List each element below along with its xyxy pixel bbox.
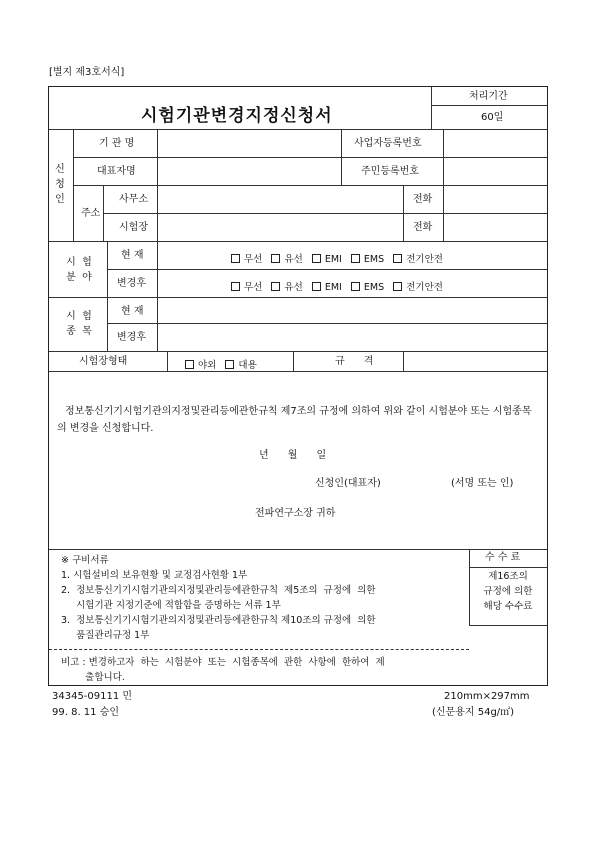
site-outdoor-option[interactable]: 야외 (185, 360, 216, 371)
docs-item: 시험기관 지정기준에 적합함을 증명하는 서류 1부 (61, 600, 281, 611)
org-name-field[interactable] (161, 131, 337, 155)
remark-line-2: 출합니다. (61, 672, 125, 683)
resident-no-label: 주민등록번호 (361, 166, 419, 177)
office-phone-label: 전화 (413, 194, 433, 205)
processing-period-value: 60일 (481, 112, 504, 123)
approval-date: 99. 8. 11 승인 (52, 707, 120, 718)
form-code: 34345-09111 민 (52, 691, 133, 702)
org-name-label: 기 관 명 (99, 138, 135, 149)
field-after-wireless[interactable]: 무선 (231, 282, 262, 293)
office-address-field[interactable] (161, 187, 401, 211)
office-label: 사무소 (119, 194, 148, 205)
fee-description: 제16조의 규정에 의한 해당 수수료 (483, 571, 533, 612)
biz-reg-no-label: 사업자등록번호 (354, 138, 422, 149)
office-phone-field[interactable] (447, 187, 543, 211)
field-current-options (231, 251, 443, 265)
checkbox-icon (351, 282, 360, 291)
form-title: 시험기관변경지정신청서 (141, 106, 333, 126)
docs-heading: ※ 구비서류 (61, 555, 109, 566)
paper-size: 210mm×297mm (444, 691, 530, 702)
field-current-wireless[interactable]: 무선 (231, 254, 262, 265)
checkbox-icon (351, 254, 360, 263)
site-type-options (185, 357, 257, 371)
field-after-wired[interactable]: 유선 (271, 282, 302, 293)
items-after-label: 변경후 (117, 332, 146, 343)
field-after-ems[interactable]: EMS (351, 282, 384, 293)
field-after-label: 변경후 (117, 278, 146, 289)
application-form (48, 86, 548, 686)
processing-period-label: 처리기간 (469, 91, 508, 102)
form-number-label: [별지 제3호서식] (49, 67, 125, 78)
site-rental-option[interactable]: 대용 (225, 360, 256, 371)
biz-reg-no-field[interactable] (447, 131, 543, 155)
docs-item: 3. 정보통신기기시험기관의지정및관리등에관한규칙 제10조의 규정에 의한 (61, 615, 376, 626)
checkbox-icon (312, 254, 321, 263)
representative-label: 대표자명 (97, 166, 136, 177)
required-documents (61, 553, 461, 643)
lab-address-field[interactable] (161, 215, 401, 239)
checkbox-icon (231, 254, 240, 263)
lab-phone-field[interactable] (447, 215, 543, 239)
checkbox-icon (271, 282, 280, 291)
field-current-electrical-safety[interactable]: 전기안전 (393, 254, 443, 265)
checkbox-icon (225, 360, 234, 369)
paper-spec: (신문용지 54g/㎡) (432, 707, 515, 718)
spec-label: 규 격 (335, 356, 374, 367)
spec-field[interactable] (407, 353, 543, 369)
docs-item: 2. 정보통신기기시험기관의지정및관리등에관한규칙 제5조의 규정에 의한 (61, 585, 376, 596)
field-after-emi[interactable]: EMI (312, 282, 342, 293)
items-current-field[interactable] (161, 299, 543, 323)
items-after-field[interactable] (161, 325, 543, 349)
checkbox-icon (393, 282, 402, 291)
checkbox-icon (312, 282, 321, 291)
lab-phone-label: 전화 (413, 222, 433, 233)
docs-item: 품질관리규정 1부 (61, 630, 150, 641)
checkbox-icon (185, 360, 194, 369)
test-items-section-label: 시 험 종 목 (66, 311, 92, 337)
resident-no-field[interactable] (447, 159, 543, 183)
application-statement: 정보통신기기시험기관의지정및관리등에관한규칙 제7조의 규정에 의하여 위와 같이 시험분야 또는 시험종목의 변경을 신청합니다. (57, 406, 532, 434)
signature-note: (서명 또는 인) (451, 478, 514, 489)
field-after-electrical-safety[interactable]: 전기안전 (393, 282, 443, 293)
applicant-section-label: 신 청 인 (55, 164, 65, 205)
fee-label: 수 수 료 (485, 552, 521, 563)
checkbox-icon (271, 254, 280, 263)
test-field-section-label: 시 험 분 야 (66, 257, 92, 283)
representative-field[interactable] (161, 159, 337, 183)
field-after-options (231, 279, 443, 293)
items-current-label: 현 재 (121, 306, 144, 317)
docs-item: 1. 시험설비의 보유현황 및 교정검사현황 1부 (61, 570, 248, 581)
remark-line-1: 비고 : 변경하고자 하는 시험분야 또는 시험종목에 관한 사항에 한하여 제 (61, 657, 385, 668)
lab-label: 시험장 (119, 222, 148, 233)
checkbox-icon (393, 254, 402, 263)
field-current-ems[interactable]: EMS (351, 254, 384, 265)
applicant-signature-label: 신청인(대표자) (315, 478, 381, 489)
checkbox-icon (231, 282, 240, 291)
field-current-emi[interactable]: EMI (312, 254, 342, 265)
field-current-wired[interactable]: 유선 (271, 254, 302, 265)
field-current-label: 현 재 (121, 250, 144, 261)
addressee: 전파연구소장 귀하 (255, 508, 336, 519)
address-label: 주소 (81, 208, 101, 219)
date-line: 년 월 일 (259, 450, 327, 461)
site-type-label: 시험장형태 (79, 356, 128, 367)
